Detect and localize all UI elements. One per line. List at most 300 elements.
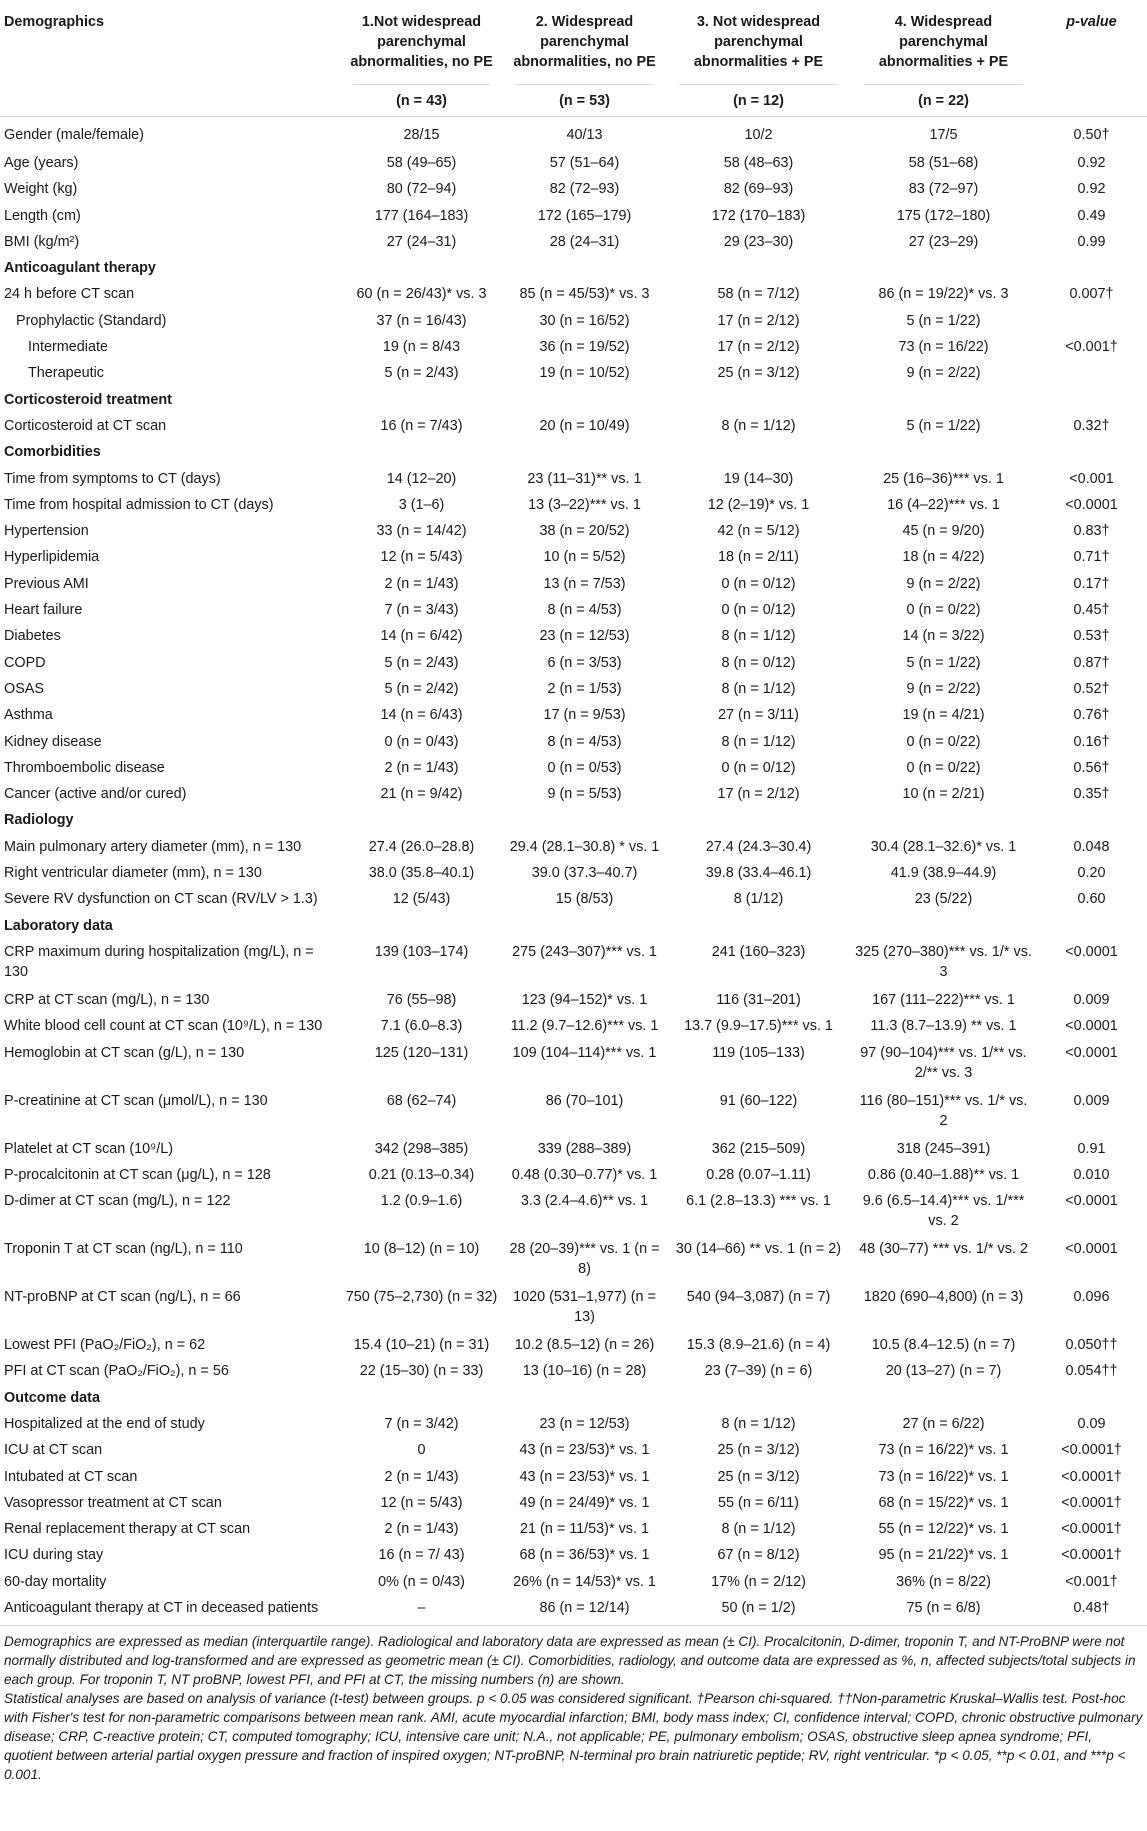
table-row bbox=[0, 939, 1147, 987]
p-value: <0.001† bbox=[1065, 1573, 1118, 1590]
table-row bbox=[0, 1595, 1147, 1625]
group-3-value: 8 (1/12) bbox=[733, 891, 784, 908]
p-value: 0.35† bbox=[1073, 786, 1110, 803]
group-2-value: 19 (n = 10/52) bbox=[539, 365, 630, 382]
p-value bbox=[1036, 360, 1147, 386]
p-value: 0.76† bbox=[1073, 707, 1110, 724]
group-2-value: 28 (24–31) bbox=[549, 233, 620, 250]
group-2-value: 3.3 (2.4–4.6)** vs. 1 bbox=[520, 1193, 649, 1210]
row-label: Diabetes bbox=[4, 628, 61, 645]
p-value: <0.0001 bbox=[1065, 943, 1118, 960]
row-label: Lowest PFI (PaO₂/FiO₂), n = 62 bbox=[4, 1337, 206, 1354]
group-3-value: 13.7 (9.9–17.5)*** vs. 1 bbox=[684, 1018, 833, 1035]
group-4-value: 75 (n = 6/8) bbox=[851, 1595, 1036, 1625]
table-row bbox=[0, 116, 1147, 150]
group-4-value: 68 (n = 15/22)* vs. 1 bbox=[878, 1494, 1009, 1511]
group-4-n: (n = 22) bbox=[864, 84, 1023, 111]
group-3-value: 0 (n = 0/12) bbox=[721, 602, 796, 619]
p-value: <0.0001 bbox=[1065, 1018, 1118, 1035]
group-3-value: 8 (n = 1/12) bbox=[721, 1521, 796, 1538]
group-1-value: 37 (n = 16/43) bbox=[376, 312, 467, 329]
group-3-value: 8 (n = 0/12) bbox=[721, 654, 796, 671]
group-1-value: 5 (n = 2/42) bbox=[384, 680, 459, 697]
group-3-value: 27.4 (24.3–30.4) bbox=[705, 838, 812, 855]
group-3-value: 18 (n = 2/11) bbox=[718, 549, 799, 566]
table-row bbox=[0, 1490, 1147, 1516]
p-value: 0.009 bbox=[1073, 991, 1110, 1008]
group-4-value: 11.3 (8.7–13.9) ** vs. 1 bbox=[870, 1018, 1017, 1035]
header-group-1: 1.Not widespread parenchymal abnormalities, no PE bbox=[350, 14, 493, 70]
p-value: <0.001† bbox=[1065, 339, 1118, 356]
footnote-2: Statistical analyses are based on analysis of variance (t-test) between groups. p < 0.05 was considered significant. †Pearson chi-squared. ††Non-parametric Kruskal–Wallis test. Post-hoc with Fisher's test for non-parametric comparisons between mean rank. AMI, acute myocardial infarction; BMI, body mass index; CI, confidence interval; COPD, chronic obstructive pulmonary disease; CRP, C-reactive protein; CT, computed tomography; ICU, intensive care unit; N.A., not applicable; PE, pulmonary embolism; OSAS, obstructive sleep apnea syndrome; PFI, quotient between arterial partial oxygen pressure and fraction of inspired oxygen; NT-proBNP, N-terminal pro brain natriuretic peptide; RV, right ventricular. *p < 0.05, **p < 0.01, and ***p < 0.001. bbox=[4, 1690, 1143, 1782]
group-4-value: 325 (270–380)*** vs. 1/* vs. 3 bbox=[855, 943, 1032, 980]
group-3-value: 8 (n = 1/12) bbox=[721, 628, 796, 645]
group-3-value: 39.8 (33.4–46.1) bbox=[705, 865, 812, 882]
group-2-value: 13 (3–22)*** vs. 1 bbox=[528, 496, 641, 513]
group-2-value: 39.0 (37.3–40.7) bbox=[531, 865, 638, 882]
group-4-value: 73 (n = 16/22)* vs. 1 bbox=[878, 1442, 1009, 1459]
table-row bbox=[0, 1162, 1147, 1188]
group-2-value: 23 (n = 12/53) bbox=[539, 1415, 630, 1432]
group-4-value: 36% (n = 8/22) bbox=[896, 1573, 991, 1590]
row-label: Hospitalized at the end of study bbox=[4, 1415, 205, 1432]
group-3-value: 0 (n = 0/12) bbox=[721, 759, 796, 776]
table-row bbox=[0, 886, 1147, 912]
group-3-value: 6.1 (2.8–13.3) *** vs. 1 bbox=[686, 1193, 831, 1210]
row-label: CRP at CT scan (mg/L), n = 130 bbox=[4, 991, 210, 1008]
group-1-value: 7 (n = 3/42) bbox=[384, 1415, 459, 1432]
table-row bbox=[0, 413, 1147, 439]
group-2-value: 339 (288–389) bbox=[537, 1140, 632, 1157]
group-4-value: 9.6 (6.5–14.4)*** vs. 1/*** vs. 2 bbox=[862, 1193, 1025, 1230]
group-3-value: 23 (7–39) (n = 6) bbox=[704, 1363, 813, 1380]
group-3-value: 67 (n = 8/12) bbox=[717, 1547, 800, 1564]
group-1-n: (n = 43) bbox=[353, 84, 490, 111]
p-value: 0.09 bbox=[1077, 1415, 1106, 1432]
table-row bbox=[0, 1040, 1147, 1088]
group-2-value: 1020 (531–1,977) (n = 13) bbox=[513, 1289, 656, 1326]
group-2-value: 28 (20–39)*** vs. 1 (n = 8) bbox=[509, 1241, 660, 1278]
p-value: <0.0001† bbox=[1061, 1521, 1122, 1538]
group-3-value: 540 (94–3,087) (n = 7) bbox=[686, 1289, 831, 1306]
row-label: Thromboembolic disease bbox=[4, 759, 165, 776]
table-row bbox=[0, 623, 1147, 649]
group-1-value: 0 bbox=[417, 1442, 426, 1459]
group-4-value: 27 (n = 6/22) bbox=[902, 1415, 985, 1432]
group-4-value: 0.86 (0.40–1.88)** vs. 1 bbox=[867, 1166, 1020, 1183]
group-1-value: 2 (n = 1/43) bbox=[384, 759, 459, 776]
p-value: 0.92 bbox=[1077, 155, 1106, 171]
group-4-value: 16 (4–22)*** vs. 1 bbox=[887, 496, 1000, 513]
p-value: 0.096 bbox=[1073, 1289, 1110, 1306]
group-2-value: 2 (n = 1/53) bbox=[547, 680, 622, 697]
group-3-n: (n = 12) bbox=[679, 84, 838, 111]
section-header-row bbox=[0, 1385, 1147, 1411]
group-1-value: 139 (103–174) bbox=[374, 943, 469, 960]
group-2-value: 8 (n = 4/53) bbox=[547, 733, 622, 750]
p-value: 0.050†† bbox=[1065, 1337, 1118, 1354]
p-value: <0.001 bbox=[1069, 470, 1114, 487]
group-4-value: 5 (n = 1/22) bbox=[906, 654, 981, 671]
table-row bbox=[0, 544, 1147, 570]
p-value: 0.048 bbox=[1073, 838, 1110, 855]
table-row bbox=[0, 1332, 1147, 1358]
section-header-row bbox=[0, 913, 1147, 939]
group-1-value: 14 (12–20) bbox=[386, 470, 457, 487]
group-2-value: 0 (n = 0/53) bbox=[547, 759, 622, 776]
group-2-value: 8 (n = 4/53) bbox=[547, 602, 622, 619]
p-value: 0.49 bbox=[1077, 207, 1106, 224]
row-label: P-creatinine at CT scan (μmol/L), n = 130 bbox=[4, 1092, 268, 1109]
table-row bbox=[0, 466, 1147, 492]
row-label: Asthma bbox=[4, 707, 53, 724]
table-row bbox=[0, 834, 1147, 860]
p-value: 0.16† bbox=[1073, 733, 1110, 750]
group-4-value: 10 (n = 2/21) bbox=[902, 786, 985, 803]
group-3-value: 29 (23–30) bbox=[723, 233, 794, 250]
group-2-value: 40/13 bbox=[566, 126, 603, 143]
group-2-value: 85 (n = 45/53)* vs. 3 bbox=[519, 286, 650, 303]
group-1-value: 12 (n = 5/43) bbox=[380, 1494, 463, 1511]
p-value: 0.20 bbox=[1077, 865, 1106, 882]
header-group-4: 4. Widespread parenchymal abnormalities + PE bbox=[878, 14, 1009, 70]
row-label: NT-proBNP at CT scan (ng/L), n = 66 bbox=[4, 1289, 241, 1306]
group-3-value: 15.3 (8.9–21.6) (n = 4) bbox=[686, 1337, 831, 1354]
header-p-value: p-value bbox=[1066, 14, 1117, 30]
table-row bbox=[0, 650, 1147, 676]
row-label: OSAS bbox=[4, 680, 44, 697]
group-3-value: 25 (n = 3/12) bbox=[717, 1468, 800, 1485]
header-group-2: 2. Widespread parenchymal abnormalities, no PE bbox=[513, 14, 656, 70]
p-value: 0.007† bbox=[1069, 286, 1114, 303]
table-body bbox=[0, 116, 1147, 1625]
row-label: BMI (kg/m²) bbox=[4, 233, 80, 250]
group-1-value: 2 (n = 1/43) bbox=[384, 1521, 459, 1538]
group-4-value: 1820 (690–4,800) (n = 3) bbox=[863, 1289, 1024, 1306]
row-label: Platelet at CT scan (10⁹/L) bbox=[4, 1140, 174, 1157]
table-row bbox=[0, 1411, 1147, 1437]
group-2-value: 21 (n = 11/53)* vs. 1 bbox=[520, 1521, 649, 1538]
table-row bbox=[0, 1569, 1147, 1595]
p-value: 0.010 bbox=[1073, 1166, 1110, 1183]
row-label: 24 h before CT scan bbox=[4, 286, 135, 303]
group-3-value: 58 (n = 7/12) bbox=[717, 286, 800, 303]
group-1-value: 0.21 (0.13–0.34) bbox=[368, 1166, 475, 1183]
group-3-value: 58 (48–63) bbox=[723, 155, 794, 171]
table-row bbox=[0, 176, 1147, 202]
table-row bbox=[0, 518, 1147, 544]
group-4-value: 17/5 bbox=[929, 126, 958, 143]
group-3-value: 241 (160–323) bbox=[711, 943, 806, 960]
p-value: <0.0001† bbox=[1061, 1494, 1122, 1511]
group-1-value: 5 (n = 2/43) bbox=[384, 365, 459, 382]
section-header-row bbox=[0, 439, 1147, 465]
group-2-value: 23 (11–31)** vs. 1 bbox=[527, 470, 642, 487]
row-label: Therapeutic bbox=[28, 365, 104, 382]
row-label: Age (years) bbox=[4, 155, 79, 171]
group-4-value: 97 (90–104)*** vs. 1/** vs. 2/** vs. 3 bbox=[860, 1044, 1027, 1081]
group-2-value: 23 (n = 12/53) bbox=[539, 628, 630, 645]
group-1-value: 76 (55–98) bbox=[386, 991, 457, 1008]
group-4-value: 73 (n = 16/22)* vs. 1 bbox=[878, 1468, 1009, 1485]
group-1-value: 342 (298–385) bbox=[374, 1140, 469, 1157]
p-value: 0.99 bbox=[1077, 233, 1106, 250]
group-3-value: 42 (n = 5/12) bbox=[717, 523, 800, 540]
group-1-value: 14 (n = 6/43) bbox=[380, 707, 463, 724]
group-2-value: 30 (n = 16/52) bbox=[539, 312, 630, 329]
p-value: <0.0001 bbox=[1065, 1241, 1118, 1258]
p-value: 0.71† bbox=[1073, 549, 1110, 566]
group-2-value: 26% (n = 14/53)* vs. 1 bbox=[513, 1573, 656, 1590]
group-1-value: 27 (24–31) bbox=[386, 233, 457, 250]
group-3-value: 172 (170–183) bbox=[711, 207, 806, 224]
group-4-value: 10.5 (8.4–12.5) (n = 7) bbox=[871, 1337, 1016, 1354]
group-1-value: 38.0 (35.8–40.1) bbox=[368, 865, 475, 882]
row-label: Intubated at CT scan bbox=[4, 1468, 138, 1485]
group-3-value: 8 (n = 1/12) bbox=[721, 417, 796, 434]
group-4-value: 19 (n = 4/21) bbox=[902, 707, 985, 724]
p-value: 0.60 bbox=[1077, 891, 1106, 908]
p-value: 0.054†† bbox=[1065, 1363, 1118, 1380]
group-3-value: 0 (n = 0/12) bbox=[721, 575, 796, 592]
group-3-value: 17% (n = 2/12) bbox=[711, 1573, 806, 1590]
group-4-value: 167 (111–222)*** vs. 1 bbox=[872, 991, 1015, 1008]
group-1-value: 14 (n = 6/42) bbox=[380, 628, 463, 645]
group-2-value: 86 (70–101) bbox=[545, 1092, 624, 1109]
section-title: Comorbidities bbox=[4, 444, 101, 461]
group-4-value: 5 (n = 1/22) bbox=[906, 312, 981, 329]
p-value: 0.92 bbox=[1077, 181, 1106, 198]
group-4-value: 318 (245–391) bbox=[896, 1140, 991, 1157]
table-row bbox=[0, 1013, 1147, 1039]
group-3-value: 17 (n = 2/12) bbox=[717, 312, 800, 329]
footnote-1: Demographics are expressed as median (interquartile range). Radiological and laboratory data are expressed as mean (± CI). Procalcitonin, D-dimer, troponin T, and NT-ProBNP were not normally distributed and log-transformed and are expressed as geometric mean (± CI). Comorbidities, radiology, and outcome data are expressed as %, n, affected subjects/total subjects in each group. For troponin T, NT proBNP, lowest PFI, and PFI at CT, the missing numbers (n) are shown. bbox=[4, 1633, 1136, 1687]
table-row bbox=[0, 1358, 1147, 1384]
group-3-value: 19 (14–30) bbox=[723, 470, 794, 487]
group-3-value: 10/2 bbox=[744, 126, 773, 143]
group-1-value: 16 (n = 7/ 43) bbox=[378, 1547, 465, 1564]
p-value: 0.45† bbox=[1073, 602, 1110, 619]
row-label: Previous AMI bbox=[4, 575, 89, 592]
group-4-value: 116 (80–151)*** vs. 1/* vs. 2 bbox=[859, 1092, 1028, 1129]
group-1-value: 12 (n = 5/43) bbox=[380, 549, 463, 566]
group-2-value: 13 (n = 7/53) bbox=[543, 575, 626, 592]
row-label: P-procalcitonin at CT scan (μg/L), n = 128 bbox=[4, 1166, 271, 1183]
group-1-value: 19 (n = 8/43 bbox=[382, 339, 461, 356]
table-row bbox=[0, 1188, 1147, 1236]
row-label: ICU at CT scan bbox=[4, 1442, 103, 1459]
row-label: Hypertension bbox=[4, 523, 89, 540]
group-4-value: 0 (n = 0/22) bbox=[906, 759, 981, 776]
group-2-value: 38 (n = 20/52) bbox=[539, 523, 630, 540]
p-value: 0.83† bbox=[1073, 523, 1110, 540]
group-1-value: 16 (n = 7/43) bbox=[380, 417, 463, 434]
row-label: Right ventricular diameter (mm), n = 130 bbox=[4, 865, 262, 882]
group-2-value: 43 (n = 23/53)* vs. 1 bbox=[519, 1442, 650, 1459]
group-4-value: 5 (n = 1/22) bbox=[906, 417, 981, 434]
row-label: Main pulmonary artery diameter (mm), n = 130 bbox=[4, 838, 302, 855]
p-value: 0.53† bbox=[1073, 628, 1110, 645]
group-4-value: 48 (30–77) *** vs. 1/* vs. 2 bbox=[859, 1241, 1028, 1258]
group-2-value: 68 (n = 36/53)* vs. 1 bbox=[519, 1547, 650, 1564]
row-label: Heart failure bbox=[4, 602, 83, 619]
group-3-value: 30 (14–66) ** vs. 1 (n = 2) bbox=[675, 1241, 842, 1258]
p-value: <0.0001† bbox=[1061, 1547, 1122, 1564]
row-label: 60-day mortality bbox=[4, 1573, 107, 1590]
p-value: <0.0001 bbox=[1065, 1044, 1118, 1061]
group-4-value: 83 (72–97) bbox=[908, 181, 979, 198]
table-row bbox=[0, 1516, 1147, 1542]
group-2-value: 6 (n = 3/53) bbox=[547, 654, 622, 671]
group-1-value: 2 (n = 1/43) bbox=[384, 575, 459, 592]
group-1-value: 33 (n = 14/42) bbox=[376, 523, 467, 540]
section-title: Laboratory data bbox=[4, 917, 113, 934]
group-4-value: 0 (n = 0/22) bbox=[906, 602, 981, 619]
group-4-value: 41.9 (38.9–44.9) bbox=[890, 865, 997, 882]
p-value: <0.0001† bbox=[1061, 1442, 1122, 1459]
group-1-value: 27.4 (26.0–28.8) bbox=[368, 838, 475, 855]
row-label: Kidney disease bbox=[4, 733, 102, 750]
group-4-value: 14 (n = 3/22) bbox=[902, 628, 985, 645]
section-title: Outcome data bbox=[4, 1389, 100, 1406]
group-3-value: 17 (n = 2/12) bbox=[717, 786, 800, 803]
row-label: Length (cm) bbox=[4, 207, 81, 224]
group-3-value: 50 (n = 1/2) bbox=[666, 1595, 851, 1625]
group-4-value: 95 (n = 21/22)* vs. 1 bbox=[878, 1547, 1009, 1564]
group-4-value: 25 (16–36)*** vs. 1 bbox=[883, 470, 1004, 487]
group-2-value: 0.48 (0.30–0.77)* vs. 1 bbox=[511, 1166, 658, 1183]
group-2-value: 82 (72–93) bbox=[549, 181, 620, 198]
group-2-value: 109 (104–114)*** vs. 1 bbox=[512, 1044, 657, 1061]
group-4-value: 9 (n = 2/22) bbox=[906, 680, 981, 697]
group-1-value: 22 (15–30) (n = 33) bbox=[359, 1363, 484, 1380]
group-2-value: 275 (243–307)*** vs. 1 bbox=[512, 943, 657, 960]
row-label: COPD bbox=[4, 654, 46, 671]
group-4-value: 58 (51–68) bbox=[908, 155, 979, 171]
group-2-value: 11.2 (9.7–12.6)*** vs. 1 bbox=[510, 1018, 659, 1035]
group-3-value: 25 (n = 3/12) bbox=[717, 1442, 800, 1459]
table-row bbox=[0, 1284, 1147, 1332]
row-label: Cancer (active and/or cured) bbox=[4, 786, 187, 803]
table-row bbox=[0, 334, 1147, 360]
section-header-row bbox=[0, 387, 1147, 413]
table-row bbox=[0, 1542, 1147, 1568]
group-1-value: – bbox=[340, 1595, 503, 1625]
group-2-value: 10.2 (8.5–12) (n = 26) bbox=[514, 1337, 655, 1354]
p-value: <0.0001† bbox=[1061, 1468, 1122, 1485]
header-row bbox=[0, 0, 1147, 76]
group-4-value: 23 (5/22) bbox=[914, 891, 973, 908]
group-2-value: 172 (165–179) bbox=[537, 207, 632, 224]
group-4-value: 0 (n = 0/22) bbox=[906, 733, 981, 750]
table-row bbox=[0, 702, 1147, 728]
group-1-value: 12 (5/43) bbox=[392, 891, 451, 908]
group-2-value: 9 (n = 5/53) bbox=[547, 786, 622, 803]
table-row bbox=[0, 781, 1147, 807]
table-row bbox=[0, 571, 1147, 597]
table-row bbox=[0, 1437, 1147, 1463]
group-3-value: 82 (69–93) bbox=[723, 181, 794, 198]
section-title: Corticosteroid treatment bbox=[4, 391, 172, 408]
row-label: Intermediate bbox=[28, 339, 108, 356]
group-1-value: 3 (1–6) bbox=[398, 496, 445, 513]
section-title: Radiology bbox=[4, 812, 74, 829]
group-2-value: 57 (51–64) bbox=[549, 155, 620, 171]
table-row bbox=[0, 860, 1147, 886]
group-1-value: 750 (75–2,730) (n = 32) bbox=[345, 1289, 498, 1306]
group-1-value: 58 (49–65) bbox=[386, 155, 457, 171]
group-4-value: 18 (n = 4/22) bbox=[902, 549, 985, 566]
row-label: Troponin T at CT scan (ng/L), n = 110 bbox=[4, 1241, 243, 1258]
group-2-value: 29.4 (28.1–30.8) * vs. 1 bbox=[509, 838, 660, 855]
group-1-value: 7.1 (6.0–8.3) bbox=[380, 1018, 463, 1035]
table-row bbox=[0, 729, 1147, 755]
group-4-value: 73 (n = 16/22) bbox=[898, 339, 989, 356]
table-row bbox=[0, 492, 1147, 518]
row-label: Anticoagulant therapy at CT in deceased patients bbox=[0, 1595, 340, 1625]
group-4-value: 175 (172–180) bbox=[896, 207, 991, 224]
row-label: Time from hospital admission to CT (days) bbox=[4, 496, 274, 513]
group-2-value: 123 (94–152)* vs. 1 bbox=[521, 991, 648, 1008]
group-1-value: 60 (n = 26/43)* vs. 3 bbox=[356, 286, 487, 303]
group-4-value: 30.4 (28.1–32.6)* vs. 1 bbox=[870, 838, 1017, 855]
group-3-value: 116 (31–201) bbox=[716, 991, 801, 1008]
section-header-row bbox=[0, 807, 1147, 833]
group-2-value: 20 (n = 10/49) bbox=[539, 417, 630, 434]
group-1-value: 10 (8–12) (n = 10) bbox=[363, 1241, 480, 1258]
table-row bbox=[0, 281, 1147, 307]
group-2-value: 10 (n = 5/52) bbox=[543, 549, 626, 566]
group-1-value: 21 (n = 9/42) bbox=[380, 786, 463, 803]
group-3-value: 8 (n = 1/12) bbox=[721, 733, 796, 750]
group-2-n: (n = 53) bbox=[516, 84, 653, 111]
table-row bbox=[0, 1088, 1147, 1136]
row-label: D-dimer at CT scan (mg/L), n = 122 bbox=[4, 1193, 231, 1210]
group-2-value: 43 (n = 23/53)* vs. 1 bbox=[519, 1468, 650, 1485]
group-4-value: 86 (n = 19/22)* vs. 3 bbox=[878, 286, 1009, 303]
group-1-value: 28/15 bbox=[403, 126, 440, 143]
group-3-value: 27 (n = 3/11) bbox=[718, 707, 799, 724]
group-1-value: 2 (n = 1/43) bbox=[384, 1468, 459, 1485]
table-row bbox=[0, 597, 1147, 623]
header-group-3: 3. Not widespread parenchymal abnormalities + PE bbox=[693, 14, 824, 70]
header-demographics: Demographics bbox=[4, 14, 104, 30]
group-4-value: 45 (n = 9/20) bbox=[902, 523, 985, 540]
group-4-value: 27 (23–29) bbox=[908, 233, 979, 250]
group-3-value: 91 (60–122) bbox=[719, 1092, 798, 1109]
group-2-value: 36 (n = 19/52) bbox=[539, 339, 630, 356]
group-1-value: 7 (n = 3/43) bbox=[384, 602, 459, 619]
group-2-value: 13 (10–16) (n = 28) bbox=[522, 1363, 647, 1380]
row-label: Prophylactic (Standard) bbox=[16, 312, 167, 329]
group-1-value: 125 (120–131) bbox=[374, 1044, 469, 1061]
p-value: 0.87† bbox=[1073, 654, 1110, 671]
group-3-value: 25 (n = 3/12) bbox=[717, 365, 800, 382]
group-3-value: 362 (215–509) bbox=[711, 1140, 806, 1157]
group-2-value: 17 (n = 9/53) bbox=[543, 707, 626, 724]
group-1-value: 177 (164–183) bbox=[374, 207, 469, 224]
group-3-value: 55 (n = 6/11) bbox=[718, 1494, 799, 1511]
group-4-value: 20 (13–27) (n = 7) bbox=[885, 1363, 1002, 1380]
p-value: 0.48† bbox=[1036, 1595, 1147, 1625]
table-row bbox=[0, 1236, 1147, 1284]
p-value: 0.56† bbox=[1073, 759, 1110, 776]
group-3-value: 119 (105–133) bbox=[712, 1044, 805, 1061]
group-1-value: 0% (n = 0/43) bbox=[378, 1573, 465, 1590]
p-value: <0.0001 bbox=[1065, 1193, 1118, 1210]
p-value: <0.0001 bbox=[1065, 496, 1118, 513]
group-3-value: 8 (n = 1/12) bbox=[721, 680, 796, 697]
